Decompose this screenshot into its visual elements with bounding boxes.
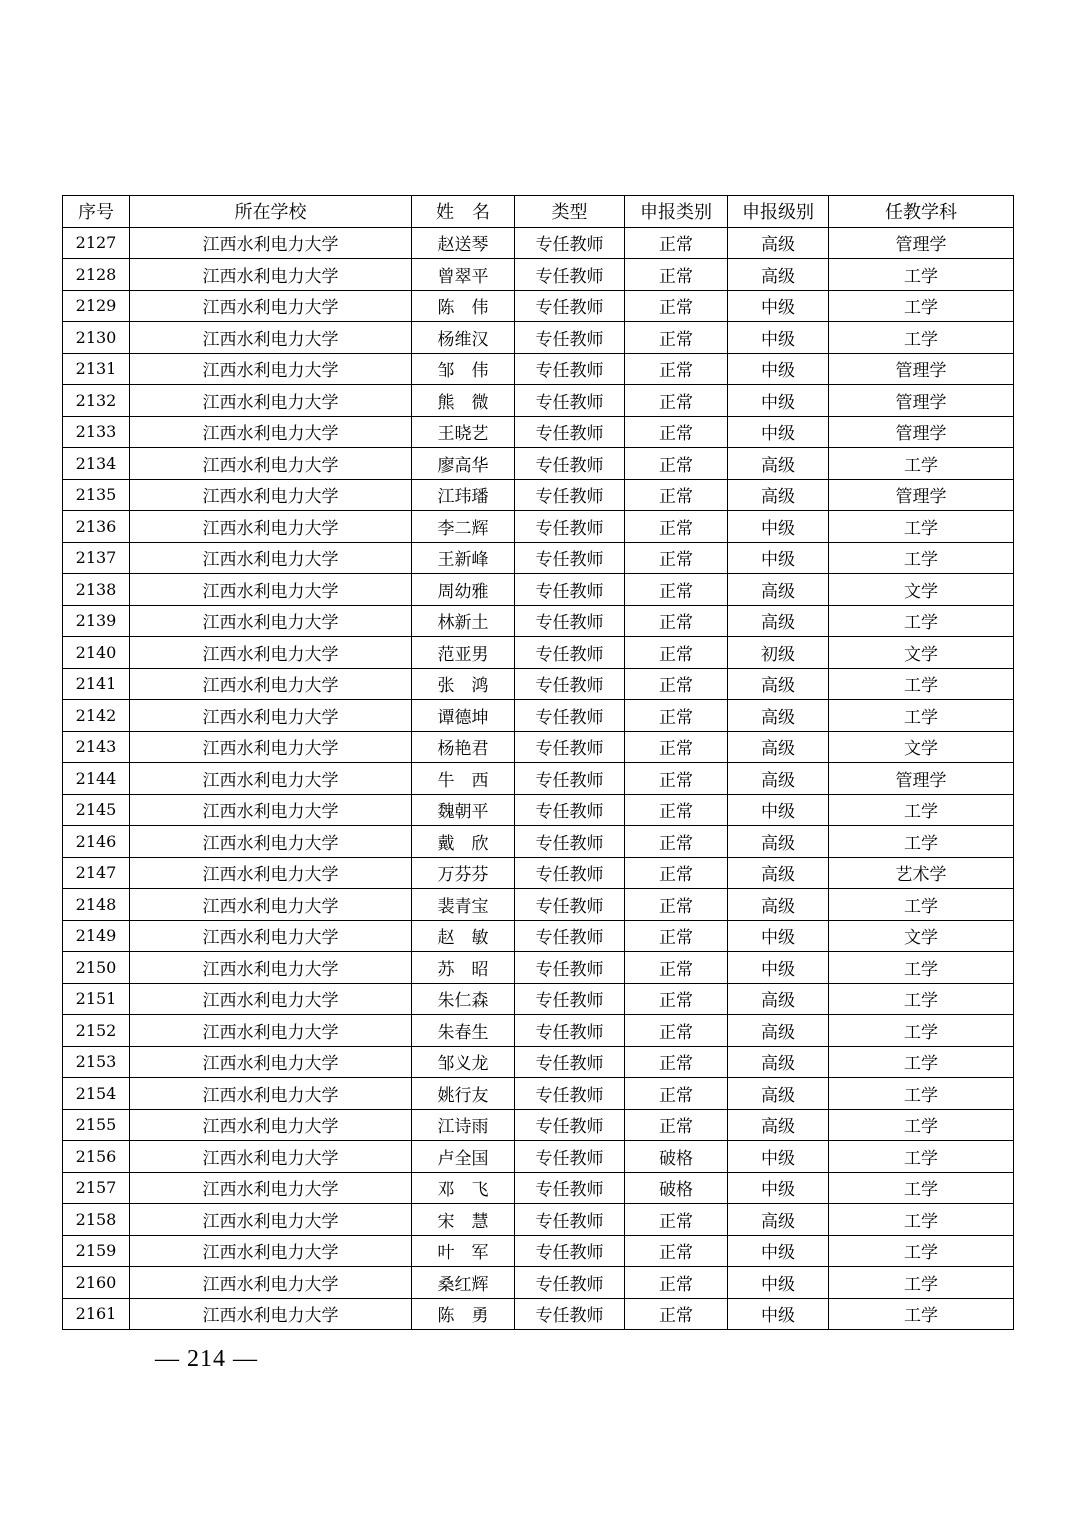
cell-serial-number: 2159	[63, 1235, 130, 1267]
table-row	[63, 322, 1014, 354]
cell-school: 江西水利电力大学	[130, 700, 412, 732]
cell-teaching-subject: 管理学	[829, 385, 1014, 417]
cell-type: 专任教师	[515, 1046, 625, 1078]
cell-name: 宋 慧	[412, 1204, 515, 1236]
table-row	[63, 385, 1014, 417]
cell-application-level: 高级	[728, 479, 829, 511]
cell-teaching-subject: 管理学	[829, 416, 1014, 448]
cell-school: 江西水利电力大学	[130, 448, 412, 480]
cell-application-level: 高级	[728, 1078, 829, 1110]
cell-application-level: 中级	[728, 1267, 829, 1299]
cell-name: 杨维汉	[412, 322, 515, 354]
cell-name: 邹义龙	[412, 1046, 515, 1078]
cell-type: 专任教师	[515, 1298, 625, 1330]
table-row	[63, 983, 1014, 1015]
cell-application-category: 正常	[625, 1204, 728, 1236]
cell-application-level: 中级	[728, 1235, 829, 1267]
cell-type: 专任教师	[515, 983, 625, 1015]
cell-application-category: 正常	[625, 290, 728, 322]
cell-type: 专任教师	[515, 353, 625, 385]
cell-application-level: 中级	[728, 416, 829, 448]
cell-serial-number: 2151	[63, 983, 130, 1015]
cell-teaching-subject: 工学	[829, 1109, 1014, 1141]
cell-serial-number: 2152	[63, 1015, 130, 1047]
cell-serial-number: 2140	[63, 637, 130, 669]
cell-application-category: 正常	[625, 920, 728, 952]
cell-teaching-subject: 工学	[829, 322, 1014, 354]
cell-application-category: 正常	[625, 542, 728, 574]
table-row	[63, 668, 1014, 700]
table-row	[63, 259, 1014, 291]
cell-school: 江西水利电力大学	[130, 574, 412, 606]
cell-application-category: 正常	[625, 353, 728, 385]
cell-serial-number: 2139	[63, 605, 130, 637]
cell-application-category: 正常	[625, 259, 728, 291]
cell-teaching-subject: 工学	[829, 952, 1014, 984]
cell-serial-number: 2144	[63, 763, 130, 795]
cell-type: 专任教师	[515, 542, 625, 574]
cell-name: 陈 勇	[412, 1298, 515, 1330]
cell-school: 江西水利电力大学	[130, 353, 412, 385]
cell-serial-number: 2137	[63, 542, 130, 574]
table-row	[63, 511, 1014, 543]
cell-teaching-subject: 工学	[829, 794, 1014, 826]
cell-type: 专任教师	[515, 479, 625, 511]
cell-teaching-subject: 管理学	[829, 479, 1014, 511]
cell-application-level: 初级	[728, 637, 829, 669]
cell-name: 王晓艺	[412, 416, 515, 448]
cell-application-level: 中级	[728, 794, 829, 826]
cell-serial-number: 2136	[63, 511, 130, 543]
cell-name: 廖高华	[412, 448, 515, 480]
cell-school: 江西水利电力大学	[130, 511, 412, 543]
cell-name: 朱仁森	[412, 983, 515, 1015]
table-row	[63, 1172, 1014, 1204]
cell-teaching-subject: 工学	[829, 1204, 1014, 1236]
cell-name: 李二辉	[412, 511, 515, 543]
cell-serial-number: 2161	[63, 1298, 130, 1330]
cell-application-category: 正常	[625, 1235, 728, 1267]
cell-application-level: 高级	[728, 1015, 829, 1047]
header-type: 类型	[515, 196, 625, 228]
table-row	[63, 826, 1014, 858]
cell-type: 专任教师	[515, 605, 625, 637]
cell-teaching-subject: 工学	[829, 700, 1014, 732]
table-row	[63, 290, 1014, 322]
cell-application-level: 高级	[728, 1109, 829, 1141]
cell-teaching-subject: 工学	[829, 1172, 1014, 1204]
table-row	[63, 227, 1014, 259]
cell-school: 江西水利电力大学	[130, 1204, 412, 1236]
cell-serial-number: 2129	[63, 290, 130, 322]
cell-application-level: 高级	[728, 1204, 829, 1236]
table-row	[63, 1109, 1014, 1141]
cell-application-category: 正常	[625, 416, 728, 448]
cell-serial-number: 2160	[63, 1267, 130, 1299]
cell-teaching-subject: 文学	[829, 731, 1014, 763]
cell-school: 江西水利电力大学	[130, 322, 412, 354]
table-row	[63, 479, 1014, 511]
table-row	[63, 1267, 1014, 1299]
cell-school: 江西水利电力大学	[130, 1267, 412, 1299]
cell-school: 江西水利电力大学	[130, 826, 412, 858]
table-row	[63, 857, 1014, 889]
cell-type: 专任教师	[515, 1141, 625, 1173]
cell-type: 专任教师	[515, 259, 625, 291]
cell-serial-number: 2143	[63, 731, 130, 763]
cell-application-category: 正常	[625, 637, 728, 669]
cell-name: 朱春生	[412, 1015, 515, 1047]
cell-application-category: 正常	[625, 322, 728, 354]
table-row	[63, 416, 1014, 448]
cell-school: 江西水利电力大学	[130, 605, 412, 637]
cell-application-level: 高级	[728, 700, 829, 732]
table-row	[63, 794, 1014, 826]
cell-application-category: 正常	[625, 889, 728, 921]
cell-school: 江西水利电力大学	[130, 668, 412, 700]
cell-name: 魏朝平	[412, 794, 515, 826]
cell-type: 专任教师	[515, 668, 625, 700]
cell-application-level: 中级	[728, 290, 829, 322]
cell-application-level: 高级	[728, 731, 829, 763]
cell-application-level: 中级	[728, 542, 829, 574]
cell-name: 杨艳君	[412, 731, 515, 763]
cell-serial-number: 2146	[63, 826, 130, 858]
cell-name: 陈 伟	[412, 290, 515, 322]
cell-teaching-subject: 工学	[829, 511, 1014, 543]
cell-application-level: 高级	[728, 605, 829, 637]
cell-school: 江西水利电力大学	[130, 1235, 412, 1267]
header-school: 所在学校	[130, 196, 412, 228]
cell-type: 专任教师	[515, 1109, 625, 1141]
cell-teaching-subject: 文学	[829, 637, 1014, 669]
table-header-row	[63, 196, 1014, 228]
cell-application-category: 正常	[625, 1267, 728, 1299]
table-row	[63, 952, 1014, 984]
cell-application-category: 正常	[625, 1015, 728, 1047]
cell-teaching-subject: 工学	[829, 826, 1014, 858]
cell-application-level: 中级	[728, 1298, 829, 1330]
cell-serial-number: 2150	[63, 952, 130, 984]
cell-application-level: 高级	[728, 1046, 829, 1078]
header-teaching-subject: 任教学科	[829, 196, 1014, 228]
cell-serial-number: 2153	[63, 1046, 130, 1078]
table-row	[63, 448, 1014, 480]
cell-school: 江西水利电力大学	[130, 920, 412, 952]
cell-serial-number: 2149	[63, 920, 130, 952]
cell-school: 江西水利电力大学	[130, 637, 412, 669]
cell-application-category: 正常	[625, 511, 728, 543]
cell-type: 专任教师	[515, 794, 625, 826]
cell-application-category: 正常	[625, 1298, 728, 1330]
cell-type: 专任教师	[515, 1078, 625, 1110]
cell-application-category: 正常	[625, 763, 728, 795]
cell-application-level: 中级	[728, 920, 829, 952]
table-row	[63, 1235, 1014, 1267]
cell-application-category: 正常	[625, 1078, 728, 1110]
cell-application-category: 正常	[625, 826, 728, 858]
cell-name: 张 鸿	[412, 668, 515, 700]
cell-serial-number: 2145	[63, 794, 130, 826]
cell-application-level: 高级	[728, 668, 829, 700]
cell-application-category: 正常	[625, 227, 728, 259]
cell-type: 专任教师	[515, 227, 625, 259]
roster-table	[62, 195, 1014, 1330]
cell-serial-number: 2154	[63, 1078, 130, 1110]
cell-type: 专任教师	[515, 1172, 625, 1204]
cell-serial-number: 2135	[63, 479, 130, 511]
cell-serial-number: 2132	[63, 385, 130, 417]
cell-school: 江西水利电力大学	[130, 1046, 412, 1078]
cell-teaching-subject: 工学	[829, 1078, 1014, 1110]
cell-type: 专任教师	[515, 952, 625, 984]
cell-teaching-subject: 工学	[829, 1298, 1014, 1330]
cell-application-level: 中级	[728, 385, 829, 417]
cell-name: 万芬芬	[412, 857, 515, 889]
cell-name: 牛 西	[412, 763, 515, 795]
cell-teaching-subject: 文学	[829, 574, 1014, 606]
cell-name: 叶 军	[412, 1235, 515, 1267]
cell-application-level: 高级	[728, 574, 829, 606]
cell-name: 江诗雨	[412, 1109, 515, 1141]
cell-application-category: 破格	[625, 1141, 728, 1173]
cell-name: 谭德坤	[412, 700, 515, 732]
cell-application-category: 正常	[625, 385, 728, 417]
table-row	[63, 637, 1014, 669]
cell-type: 专任教师	[515, 637, 625, 669]
cell-application-category: 破格	[625, 1172, 728, 1204]
cell-application-level: 中级	[728, 1172, 829, 1204]
cell-application-level: 高级	[728, 983, 829, 1015]
cell-application-level: 高级	[728, 227, 829, 259]
cell-serial-number: 2133	[63, 416, 130, 448]
cell-application-category: 正常	[625, 668, 728, 700]
cell-school: 江西水利电力大学	[130, 1015, 412, 1047]
cell-type: 专任教师	[515, 1267, 625, 1299]
cell-school: 江西水利电力大学	[130, 1141, 412, 1173]
cell-application-category: 正常	[625, 731, 728, 763]
cell-serial-number: 2142	[63, 700, 130, 732]
cell-serial-number: 2147	[63, 857, 130, 889]
cell-teaching-subject: 管理学	[829, 763, 1014, 795]
cell-teaching-subject: 工学	[829, 448, 1014, 480]
cell-school: 江西水利电力大学	[130, 983, 412, 1015]
table-row	[63, 920, 1014, 952]
cell-application-level: 高级	[728, 448, 829, 480]
table-row	[63, 1046, 1014, 1078]
cell-serial-number: 2130	[63, 322, 130, 354]
cell-school: 江西水利电力大学	[130, 1298, 412, 1330]
cell-school: 江西水利电力大学	[130, 1078, 412, 1110]
cell-teaching-subject: 工学	[829, 1141, 1014, 1173]
cell-name: 桑红辉	[412, 1267, 515, 1299]
cell-school: 江西水利电力大学	[130, 259, 412, 291]
cell-school: 江西水利电力大学	[130, 385, 412, 417]
cell-application-level: 中级	[728, 1141, 829, 1173]
table-row	[63, 574, 1014, 606]
cell-school: 江西水利电力大学	[130, 290, 412, 322]
cell-serial-number: 2158	[63, 1204, 130, 1236]
cell-type: 专任教师	[515, 857, 625, 889]
cell-teaching-subject: 工学	[829, 542, 1014, 574]
cell-application-category: 正常	[625, 857, 728, 889]
header-name: 姓 名	[412, 196, 515, 228]
cell-type: 专任教师	[515, 385, 625, 417]
cell-serial-number: 2134	[63, 448, 130, 480]
cell-application-level: 高级	[728, 857, 829, 889]
table-row	[63, 1298, 1014, 1330]
cell-application-level: 中级	[728, 322, 829, 354]
cell-teaching-subject: 艺术学	[829, 857, 1014, 889]
cell-application-level: 高级	[728, 259, 829, 291]
cell-name: 邹 伟	[412, 353, 515, 385]
cell-name: 江玮璠	[412, 479, 515, 511]
cell-teaching-subject: 工学	[829, 1015, 1014, 1047]
cell-application-category: 正常	[625, 574, 728, 606]
cell-teaching-subject: 工学	[829, 259, 1014, 291]
cell-school: 江西水利电力大学	[130, 763, 412, 795]
cell-name: 裴青宝	[412, 889, 515, 921]
cell-type: 专任教师	[515, 1015, 625, 1047]
cell-school: 江西水利电力大学	[130, 416, 412, 448]
cell-type: 专任教师	[515, 1204, 625, 1236]
cell-teaching-subject: 工学	[829, 889, 1014, 921]
cell-name: 赵送琴	[412, 227, 515, 259]
cell-school: 江西水利电力大学	[130, 227, 412, 259]
cell-application-category: 正常	[625, 1046, 728, 1078]
cell-name: 熊 微	[412, 385, 515, 417]
cell-application-category: 正常	[625, 794, 728, 826]
cell-application-level: 高级	[728, 826, 829, 858]
cell-type: 专任教师	[515, 731, 625, 763]
table-row	[63, 1204, 1014, 1236]
cell-serial-number: 2138	[63, 574, 130, 606]
cell-name: 林新土	[412, 605, 515, 637]
cell-serial-number: 2156	[63, 1141, 130, 1173]
table-row	[63, 731, 1014, 763]
cell-school: 江西水利电力大学	[130, 857, 412, 889]
cell-school: 江西水利电力大学	[130, 731, 412, 763]
cell-name: 周幼雅	[412, 574, 515, 606]
cell-name: 范亚男	[412, 637, 515, 669]
cell-school: 江西水利电力大学	[130, 542, 412, 574]
cell-name: 苏 昭	[412, 952, 515, 984]
cell-teaching-subject: 工学	[829, 1267, 1014, 1299]
table-row	[63, 605, 1014, 637]
table-row	[63, 353, 1014, 385]
cell-school: 江西水利电力大学	[130, 952, 412, 984]
cell-type: 专任教师	[515, 416, 625, 448]
table-row	[63, 1015, 1014, 1047]
cell-type: 专任教师	[515, 826, 625, 858]
cell-name: 卢全国	[412, 1141, 515, 1173]
cell-type: 专任教师	[515, 511, 625, 543]
cell-type: 专任教师	[515, 920, 625, 952]
cell-school: 江西水利电力大学	[130, 889, 412, 921]
cell-type: 专任教师	[515, 290, 625, 322]
cell-name: 姚行友	[412, 1078, 515, 1110]
table-row	[63, 542, 1014, 574]
cell-application-category: 正常	[625, 1109, 728, 1141]
cell-type: 专任教师	[515, 1235, 625, 1267]
table-row	[63, 700, 1014, 732]
cell-name: 戴 欣	[412, 826, 515, 858]
header-application-category: 申报类别	[625, 196, 728, 228]
cell-school: 江西水利电力大学	[130, 1109, 412, 1141]
cell-type: 专任教师	[515, 448, 625, 480]
cell-application-category: 正常	[625, 448, 728, 480]
cell-serial-number: 2128	[63, 259, 130, 291]
cell-type: 专任教师	[515, 322, 625, 354]
cell-application-category: 正常	[625, 983, 728, 1015]
cell-school: 江西水利电力大学	[130, 794, 412, 826]
cell-teaching-subject: 工学	[829, 290, 1014, 322]
table-row	[63, 889, 1014, 921]
cell-school: 江西水利电力大学	[130, 1172, 412, 1204]
cell-serial-number: 2148	[63, 889, 130, 921]
cell-name: 曾翠平	[412, 259, 515, 291]
cell-teaching-subject: 管理学	[829, 227, 1014, 259]
header-application-level: 申报级别	[728, 196, 829, 228]
cell-type: 专任教师	[515, 700, 625, 732]
page-number: — 214 —	[155, 1346, 258, 1372]
cell-name: 王新峰	[412, 542, 515, 574]
table-row	[63, 763, 1014, 795]
header-serial-number: 序号	[63, 196, 130, 228]
cell-teaching-subject: 工学	[829, 668, 1014, 700]
cell-type: 专任教师	[515, 889, 625, 921]
cell-serial-number: 2157	[63, 1172, 130, 1204]
table-row	[63, 1078, 1014, 1110]
cell-type: 专任教师	[515, 574, 625, 606]
table-row	[63, 1141, 1014, 1173]
cell-serial-number: 2141	[63, 668, 130, 700]
cell-application-level: 中级	[728, 353, 829, 385]
cell-type: 专任教师	[515, 763, 625, 795]
cell-serial-number: 2127	[63, 227, 130, 259]
cell-teaching-subject: 工学	[829, 983, 1014, 1015]
cell-teaching-subject: 管理学	[829, 353, 1014, 385]
cell-application-level: 高级	[728, 889, 829, 921]
cell-teaching-subject: 工学	[829, 1235, 1014, 1267]
cell-application-level: 中级	[728, 952, 829, 984]
cell-application-category: 正常	[625, 700, 728, 732]
cell-teaching-subject: 工学	[829, 1046, 1014, 1078]
cell-application-category: 正常	[625, 479, 728, 511]
cell-name: 邓 飞	[412, 1172, 515, 1204]
table-body	[63, 227, 1014, 1330]
cell-name: 赵 敏	[412, 920, 515, 952]
cell-school: 江西水利电力大学	[130, 479, 412, 511]
cell-teaching-subject: 工学	[829, 605, 1014, 637]
cell-application-category: 正常	[625, 952, 728, 984]
cell-teaching-subject: 文学	[829, 920, 1014, 952]
cell-serial-number: 2131	[63, 353, 130, 385]
cell-application-level: 高级	[728, 763, 829, 795]
cell-serial-number: 2155	[63, 1109, 130, 1141]
cell-application-level: 中级	[728, 511, 829, 543]
cell-application-category: 正常	[625, 605, 728, 637]
